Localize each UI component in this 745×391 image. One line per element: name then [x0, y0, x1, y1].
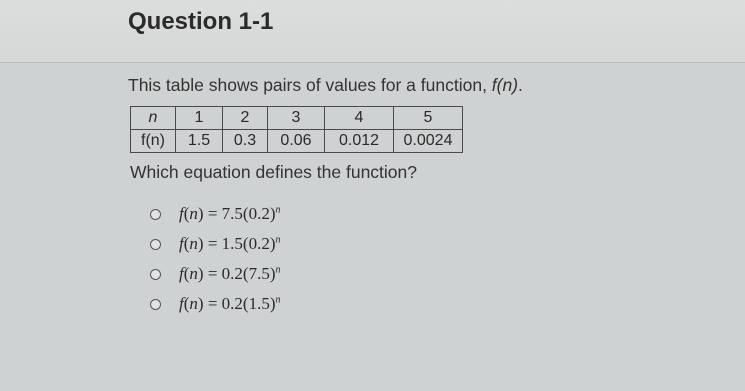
table-cell: 0.3: [223, 130, 268, 153]
choice-base: 1.5: [221, 234, 243, 253]
intro-text: This table shows pairs of values for a function,: [128, 75, 492, 95]
header-divider: [0, 62, 745, 63]
choice-b[interactable]: [150, 233, 281, 255]
choice-ratio: 0.2: [248, 234, 270, 253]
table-cell: 0.06: [268, 130, 325, 153]
table-cell: 1: [176, 107, 223, 130]
radio-button[interactable]: [150, 209, 161, 220]
choice-a[interactable]: [150, 203, 281, 225]
question-title: Question 1-1: [128, 8, 274, 35]
table-row-n: [131, 107, 463, 130]
choice-label: $f(n) = 1.5(0.2)^n$: [179, 234, 281, 253]
table-cell: 0.012: [325, 130, 394, 153]
table-row-fn: [131, 130, 463, 153]
choice-base: 7.5: [221, 204, 243, 223]
choice-ratio: 0.2: [248, 204, 270, 223]
choice-label: $f(n) = 0.2(1.5)^n$: [179, 294, 281, 313]
choice-base: 0.2: [221, 264, 243, 283]
radio-button[interactable]: [150, 269, 161, 280]
radio-button[interactable]: [150, 299, 161, 310]
table-cell: 4: [325, 107, 394, 130]
radio-button[interactable]: [150, 239, 161, 250]
table-cell: 2: [223, 107, 268, 130]
header-band: [0, 0, 745, 62]
table-row-label: n: [131, 107, 176, 130]
choice-c[interactable]: [150, 263, 281, 285]
choice-label: $f(n) = 0.2(7.5)^n$: [179, 264, 281, 283]
question-intro: [128, 75, 523, 96]
table-cell: 3: [268, 107, 325, 130]
intro-function: f(n): [491, 75, 519, 95]
intro-end: .: [518, 75, 523, 95]
table-cell: 1.5: [176, 130, 223, 153]
table-row-label: f(n): [131, 130, 176, 153]
table-cell: 5: [394, 107, 463, 130]
values-table: [130, 106, 463, 153]
choice-ratio: 7.5: [248, 264, 270, 283]
table-cell: 0.0024: [394, 130, 463, 153]
choice-d[interactable]: [150, 293, 281, 315]
choice-label: $f(n) = 7.5(0.2)^n$: [179, 204, 281, 223]
question-text: Which equation defines the function?: [130, 162, 417, 182]
choice-base: 0.2: [221, 294, 243, 313]
choice-ratio: 1.5: [248, 294, 270, 313]
